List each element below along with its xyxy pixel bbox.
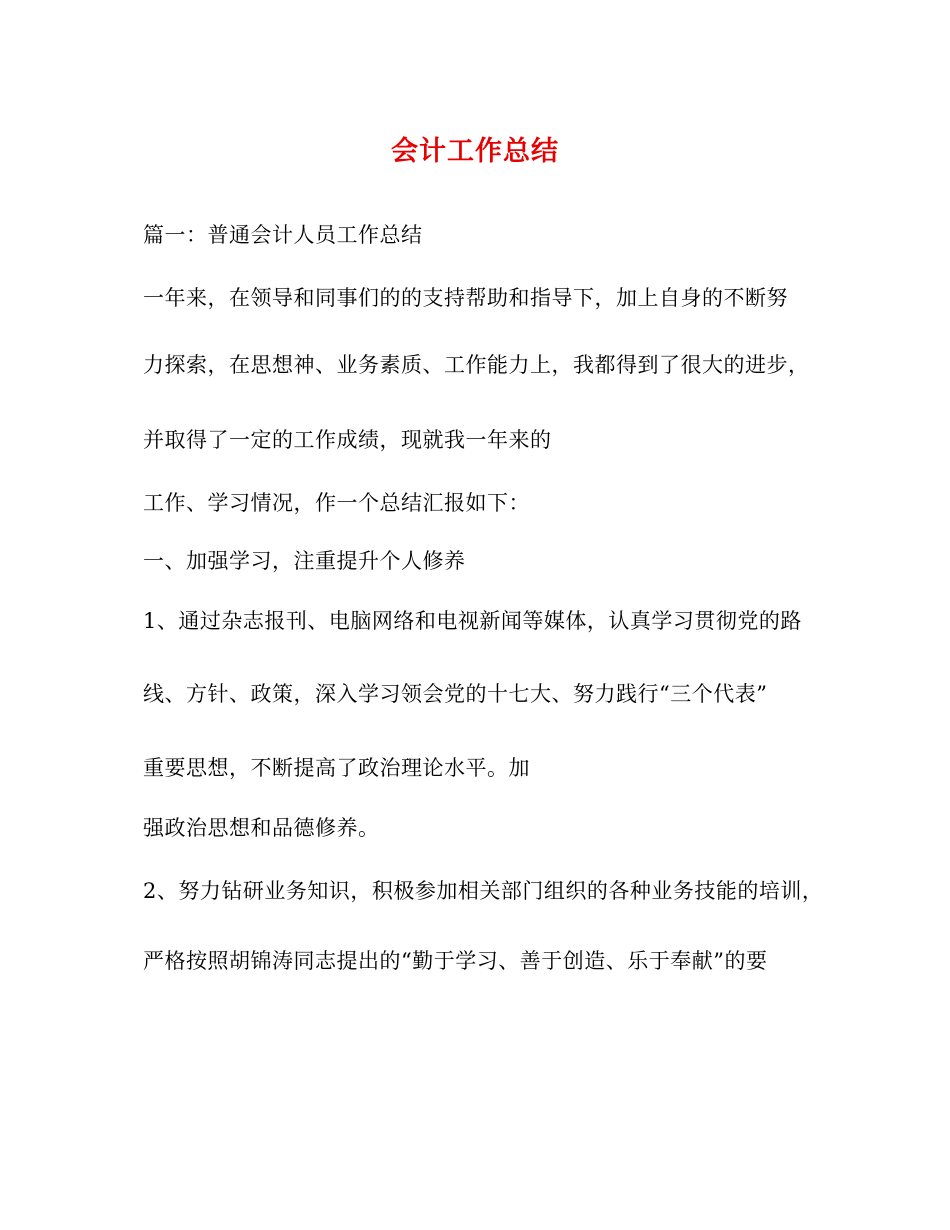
subsection-heading: 一、加强学习，注重提升个人修养 <box>143 549 466 573</box>
document-title: 会计工作总结 <box>391 136 559 167</box>
section-heading: 篇一：普通会计人员工作总结 <box>143 223 423 247</box>
paragraph-line: 1、通过杂志报刊、电脑网络和电视新闻等媒体，认真学习贯彻党的路 <box>143 609 802 633</box>
paragraph-line: 一年来，在领导和同事们的的支持帮助和指导下，加上自身的不断努 <box>143 286 788 310</box>
paragraph-line: 并取得了一定的工作成绩，现就我一年来的 <box>143 428 552 452</box>
paragraph-line: 强政治思想和品德修养。 <box>143 816 380 840</box>
paragraph-line: 重要思想，不断提高了政治理论水平。加 <box>143 756 530 780</box>
paragraph-line: 严格按照胡锦涛同志提出的“勤于学习、善于创造、乐于奉献”的要 <box>143 949 768 973</box>
paragraph-line: 工作、学习情况，作一个总结汇报如下： <box>143 491 530 515</box>
paragraph-line: 线、方针、政策，深入学习领会党的十七大、努力践行“三个代表” <box>143 682 768 706</box>
paragraph-line: 力探索，在思想神、业务素质、工作能力上，我都得到了很大的进步， <box>143 353 810 377</box>
paragraph-line: 2、努力钻研业务知识，积极参加相关部门组织的各种业务技能的培训， <box>143 879 824 903</box>
